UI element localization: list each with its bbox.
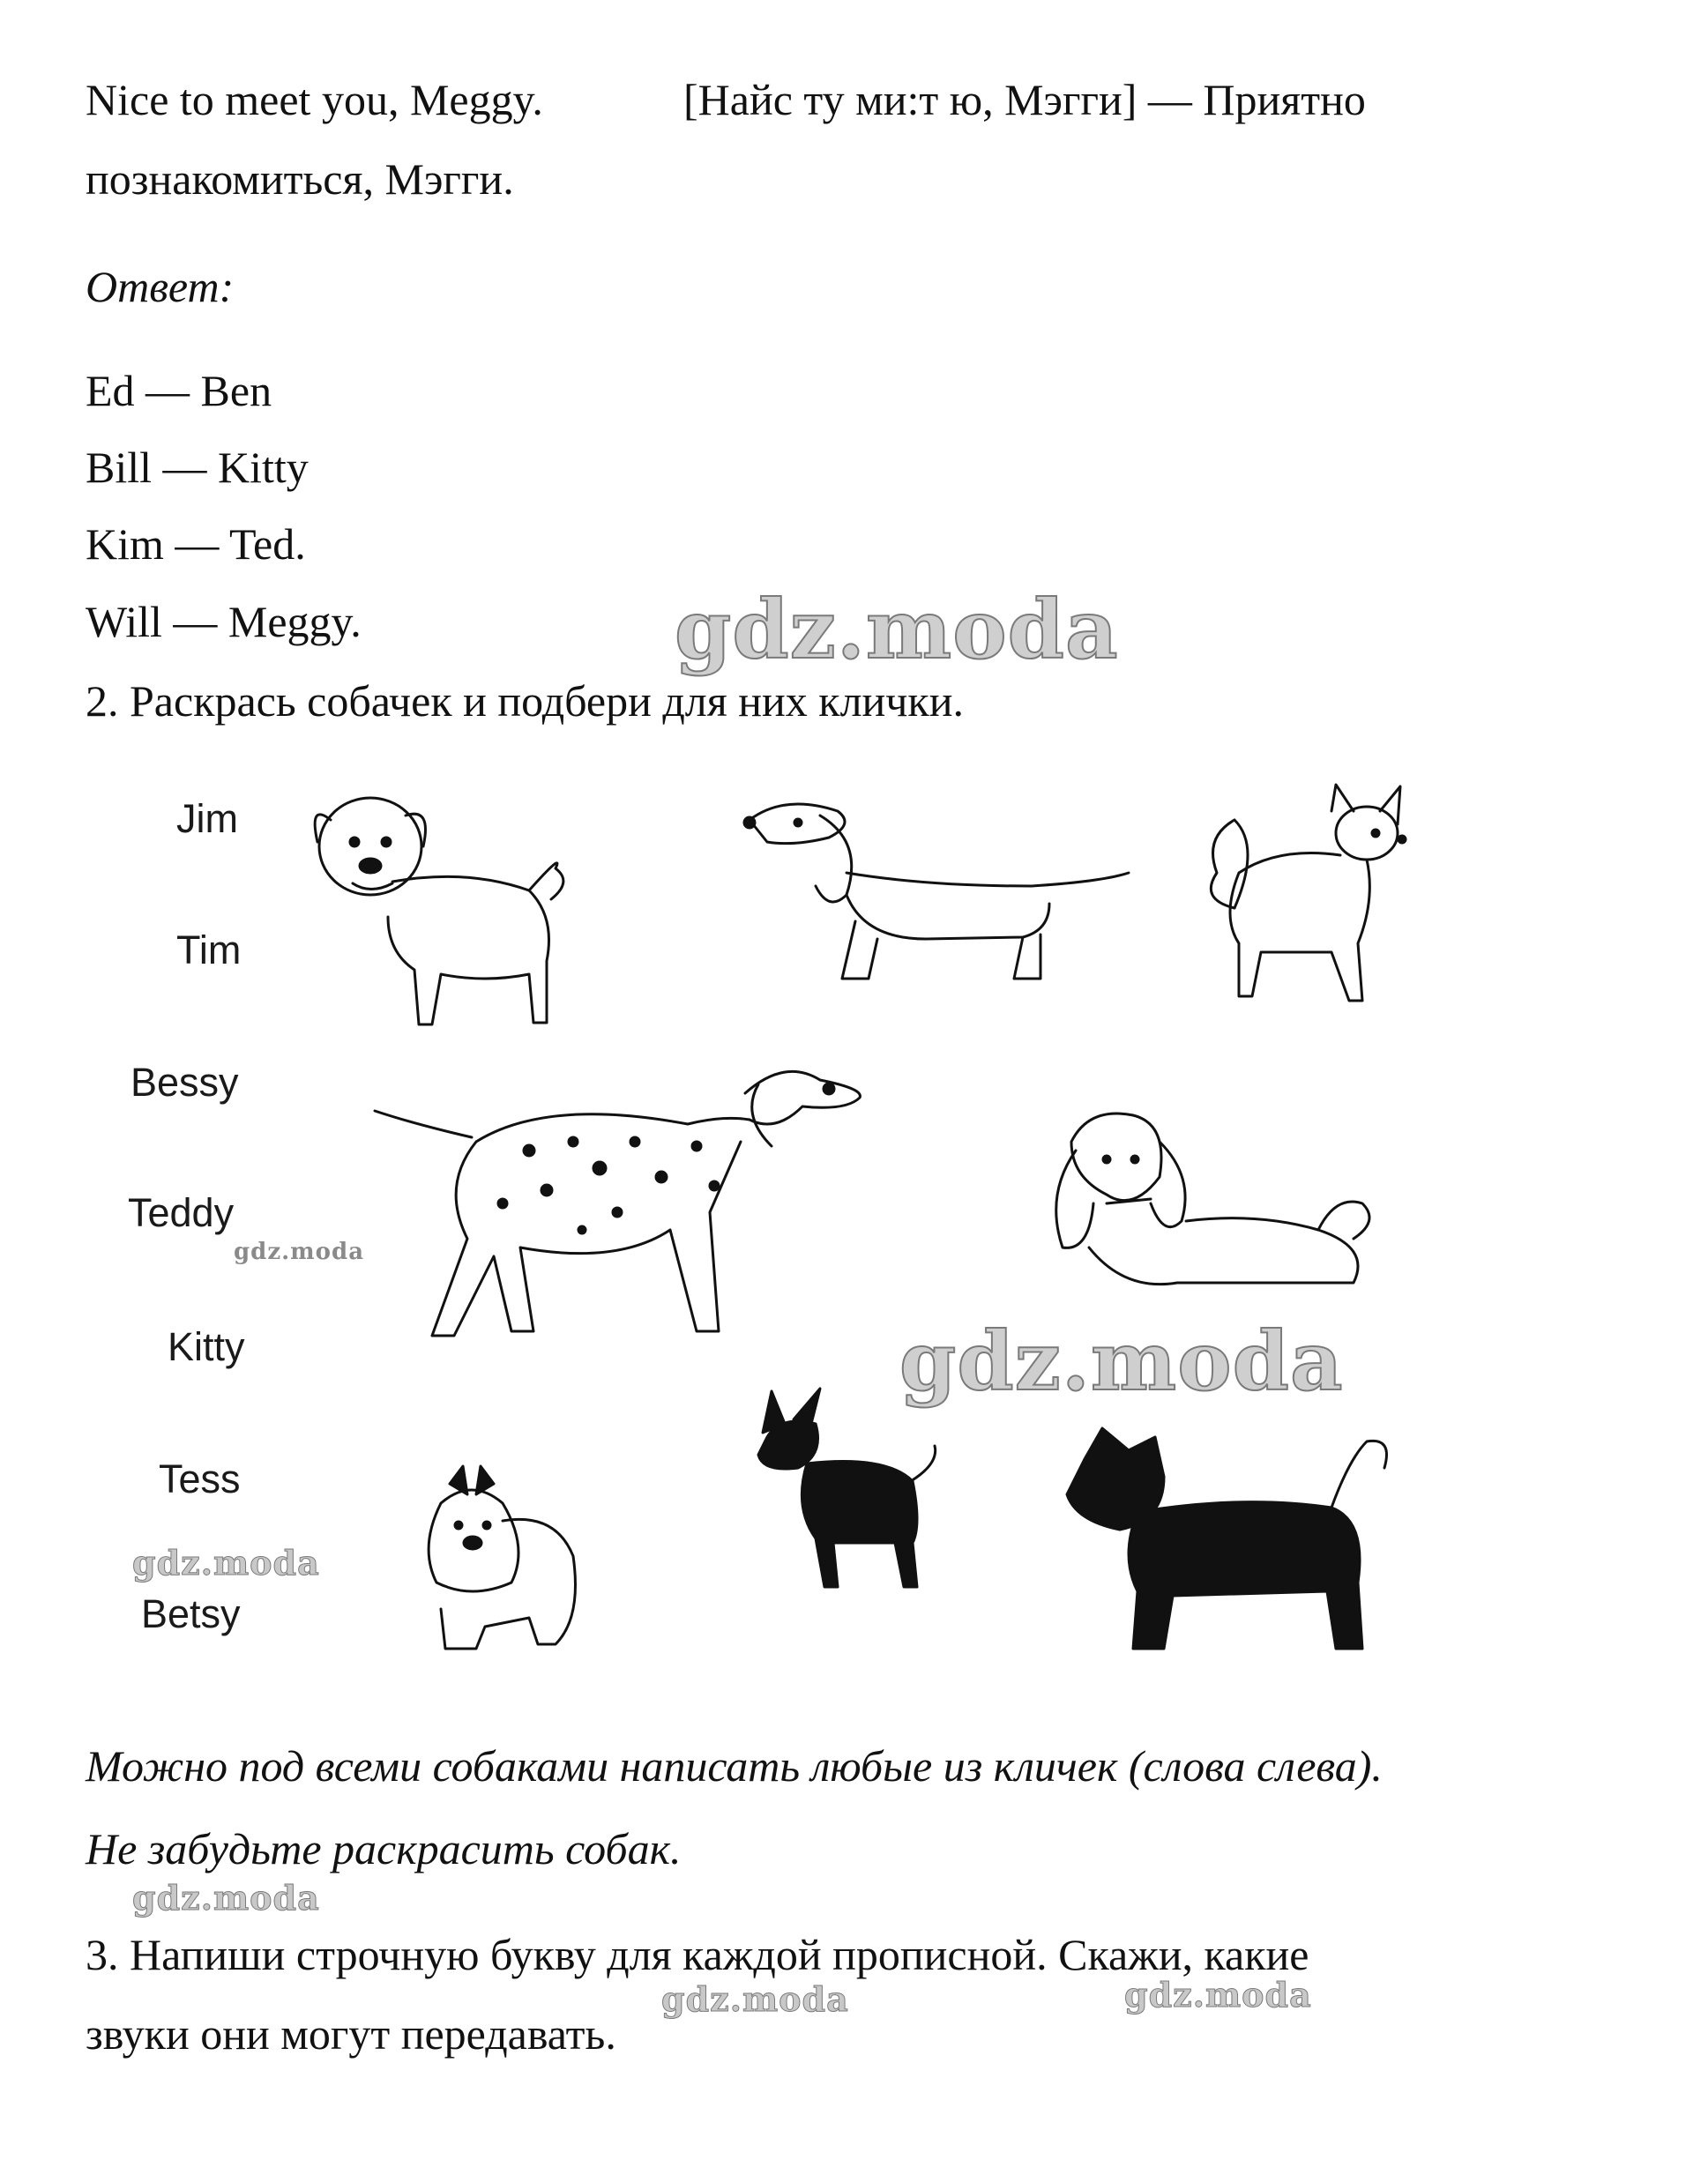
pug-dog-icon — [291, 785, 582, 1040]
dalmatian-dog-icon — [370, 1045, 864, 1344]
dog-name-teddy: Teddy — [128, 1190, 235, 1235]
answer-label: Ответ: — [86, 262, 235, 311]
toy-terrier-dog-icon — [754, 1384, 944, 1596]
watermark-6: gdz.moda — [661, 1979, 849, 2019]
shih-tzu-dog-icon — [406, 1459, 582, 1657]
watermark-2: gdz.moda — [899, 1314, 1344, 1409]
dachshund-dog-icon — [732, 789, 1137, 992]
intro-russian: [Найс ту ми:т ю, Мэгги] — Приятно — [683, 75, 1366, 124]
task2-note-2: Не забудьте раскрасить собак. — [86, 1824, 682, 1873]
dog-name-jim: Jim — [176, 796, 238, 841]
dog-name-betsy: Betsy — [141, 1591, 241, 1636]
watermark-3: gdz.moda — [234, 1239, 365, 1265]
task2-note-1: Можно под всеми собаками написать любые из кличек (слова слева). — [86, 1741, 1383, 1791]
scottish-terrier-dog-icon — [1067, 1424, 1402, 1657]
intro-russian-cont: познакомиться, Мэгги. — [86, 154, 514, 204]
pair-2: Bill — Kitty — [86, 443, 309, 492]
dog-name-kitty: Kitty — [168, 1324, 245, 1369]
spaniel-dog-icon — [1036, 1106, 1380, 1296]
task3-line-1: 3. Напиши строчную букву для каждой прописной. Скажи, какие — [86, 1930, 1309, 1979]
chihuahua-dog-icon — [1199, 776, 1428, 1009]
task2-title: 2. Раскрась собачек и подбери для них клички. — [86, 676, 964, 726]
pair-1: Ed — Ben — [86, 366, 272, 415]
task3-line-2: звуки они могут передавать. — [86, 2009, 616, 2059]
dog-name-bessy: Bessy — [131, 1060, 239, 1105]
dog-name-tim: Tim — [176, 927, 242, 972]
watermark-5: gdz.moda — [132, 1878, 320, 1918]
intro-english: Nice to meet you, Meggy. — [86, 75, 543, 124]
watermark-7: gdz.moda — [1124, 1975, 1312, 2015]
dog-name-tess: Tess — [159, 1456, 241, 1501]
watermark-1: gdz.moda — [675, 582, 1119, 677]
pair-3: Kim — Ted. — [86, 519, 306, 569]
pair-4: Will — Meggy. — [86, 597, 362, 646]
watermark-4: gdz.moda — [132, 1543, 320, 1583]
